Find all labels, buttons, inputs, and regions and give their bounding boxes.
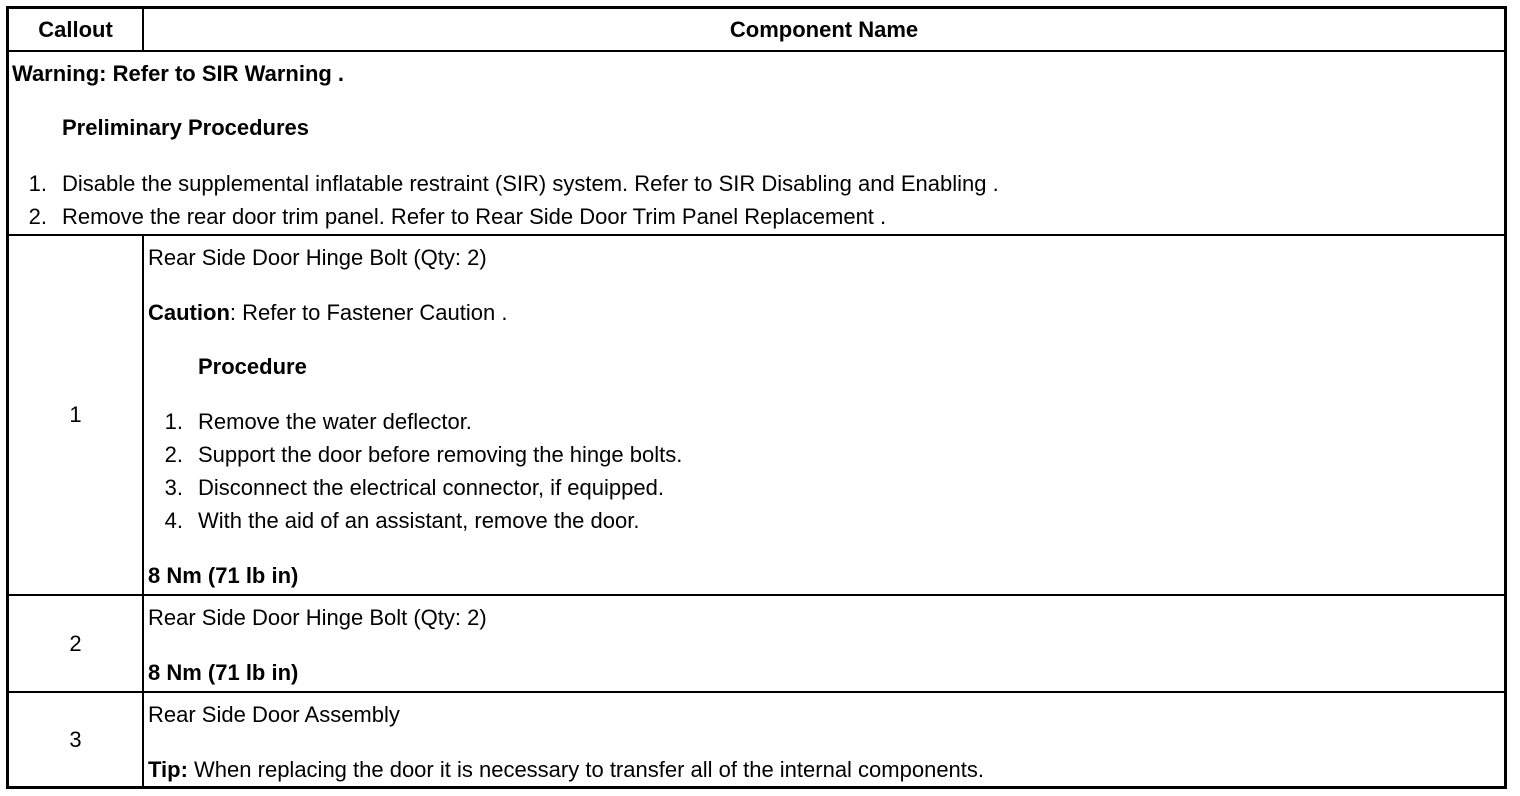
procedure-step-number: 1. (164, 409, 183, 434)
caution-line (148, 300, 507, 326)
component-cell (144, 693, 1504, 786)
procedure-step-text: Remove the water deflector. (198, 409, 472, 434)
preliminary-step-number: 1. (28, 171, 47, 196)
torque-spec: 8 Nm (71 lb in) (148, 660, 299, 685)
component-cell (144, 596, 1504, 691)
procedure-step-number: 2. (164, 442, 183, 467)
warning-label: Warning: (12, 61, 107, 86)
tip-label: Tip: (148, 757, 188, 782)
procedure-step-number: 3. (164, 475, 183, 500)
procedure-step-text: Support the door before removing the hinge bolts. (198, 442, 683, 467)
preliminary-step-text: Remove the rear door trim panel. Refer to Rear Side Door Trim Panel Replacement . (62, 204, 887, 229)
torque-spec: 8 Nm (71 lb in) (148, 563, 299, 588)
component-name: Rear Side Door Assembly (148, 702, 400, 727)
preliminary-step-number: 2. (28, 204, 47, 229)
header-callout: Callout (9, 9, 144, 50)
component-table (6, 6, 1507, 789)
table-row (9, 693, 1504, 786)
table-row (9, 596, 1504, 693)
header-component-name: Component Name (729, 16, 919, 42)
preliminary-step-text: Disable the supplemental inflatable restraint (SIR) system. Refer to SIR Disabling and Enabling . (62, 171, 999, 196)
preliminary-heading: Preliminary Procedures (62, 115, 310, 140)
component-name: Rear Side Door Hinge Bolt (Qty: 2) (148, 245, 487, 270)
procedure-step-text: With the aid of an assistant, remove the door. (198, 508, 640, 533)
procedure-step-text: Disconnect the electrical connector, if equipped. (198, 475, 664, 500)
callout-number: 2 (9, 596, 144, 691)
tip-line (148, 757, 984, 783)
component-cell (144, 236, 1504, 594)
procedure-heading: Procedure (198, 354, 307, 379)
callout-number: 1 (9, 236, 144, 594)
component-name: Rear Side Door Hinge Bolt (Qty: 2) (148, 605, 487, 630)
table-row (9, 236, 1504, 596)
caution-label: Caution (148, 300, 230, 325)
table-header-row (9, 9, 1504, 52)
warning-line (12, 61, 344, 87)
preliminary-row (9, 52, 1504, 236)
tip-text: When replacing the door it is necessary to transfer all of the internal components. (194, 757, 985, 782)
caution-text: : Refer to Fastener Caution . (229, 300, 508, 325)
procedure-step-number: 4. (164, 508, 183, 533)
warning-text: Refer to SIR Warning . (112, 61, 345, 86)
callout-number: 3 (9, 693, 144, 786)
